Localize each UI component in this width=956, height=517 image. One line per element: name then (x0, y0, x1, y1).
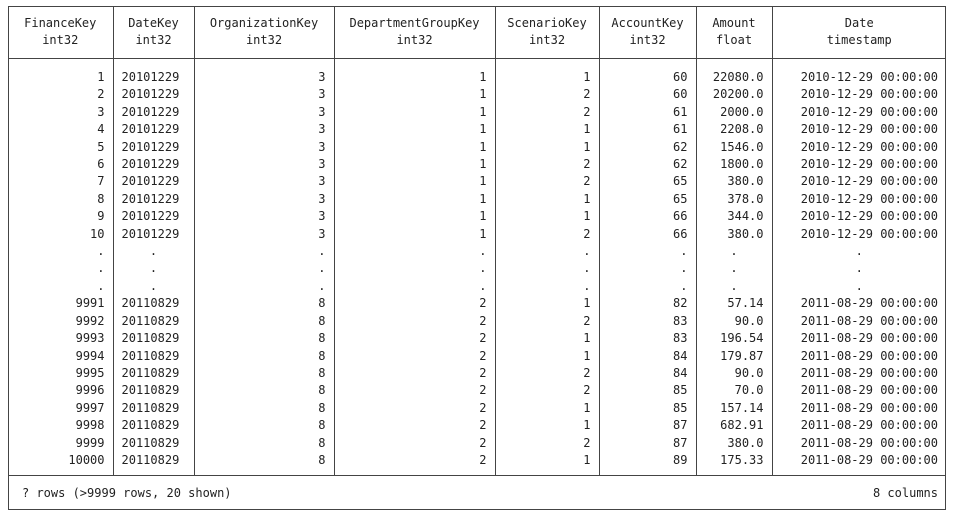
cell-departmentgroupkey: 1 (334, 208, 495, 225)
column-name: OrganizationKey (209, 16, 319, 30)
cell-accountkey: 85 (599, 400, 696, 417)
cell-datekey: 20101229 (113, 156, 194, 173)
cell-accountkey: 82 (599, 295, 696, 312)
column-type: int32 (629, 33, 666, 47)
cell-datekey: 20110829 (113, 452, 194, 476)
cell-financekey: 9997 (8, 400, 113, 417)
cell-scenariokey: 2 (495, 435, 599, 452)
cell-datekey: 20101229 (113, 226, 194, 243)
table-row (8, 435, 946, 452)
cell-financekey: 2 (8, 86, 113, 103)
table-row (8, 226, 946, 243)
cell-financekey: 9995 (8, 365, 113, 382)
cell-datekey: 20101229 (113, 59, 194, 87)
cell-financekey: 9994 (8, 348, 113, 365)
cell-departmentgroupkey: 2 (334, 365, 495, 382)
cell-scenariokey: 2 (495, 104, 599, 121)
table-row (8, 400, 946, 417)
cell-departmentgroupkey: 2 (334, 400, 495, 417)
column-type: int32 (42, 33, 79, 47)
cell-accountkey: 84 (599, 365, 696, 382)
header-row (8, 6, 946, 59)
ellipsis-cell: . (696, 278, 772, 295)
table-row (8, 365, 946, 382)
ellipsis-cell: . (696, 260, 772, 277)
cell-accountkey: 62 (599, 156, 696, 173)
table-body-bottom (8, 295, 946, 476)
cell-organizationkey: 8 (194, 365, 334, 382)
cell-accountkey: 89 (599, 452, 696, 476)
ellipsis-cell: . (599, 260, 696, 277)
table-row (8, 208, 946, 225)
ellipsis-cell: . (855, 278, 863, 293)
cell-scenariokey: 1 (495, 400, 599, 417)
table-row (8, 139, 946, 156)
cell-datekey: 20110829 (113, 417, 194, 434)
cell-financekey: 3 (8, 104, 113, 121)
column-name: Date (844, 16, 874, 30)
cell-departmentgroupkey: 2 (334, 295, 495, 312)
cell-financekey: 9996 (8, 382, 113, 399)
cell-amount: 196.54 (696, 330, 772, 347)
cell-accountkey: 66 (599, 208, 696, 225)
cell-scenariokey: 1 (495, 330, 599, 347)
cell-date: 2010-12-29 00:00:00 (800, 209, 938, 224)
cell-organizationkey: 8 (194, 435, 334, 452)
cell-scenariokey: 1 (495, 452, 599, 476)
cell-financekey: 10 (8, 226, 113, 243)
ellipsis-cell: . (113, 243, 194, 260)
column-name: FinanceKey (24, 16, 97, 30)
cell-amount: 70.0 (696, 382, 772, 399)
cell-datekey: 20110829 (113, 295, 194, 312)
cell-organizationkey: 8 (194, 348, 334, 365)
cell-scenariokey: 1 (495, 348, 599, 365)
cell-organizationkey: 8 (194, 452, 334, 476)
cell-datekey: 20101229 (113, 173, 194, 190)
ellipsis-cell: . (8, 260, 113, 277)
column-type: int32 (528, 33, 566, 47)
table-row (8, 330, 946, 347)
table-row (8, 313, 946, 330)
cell-date: 2011-08-29 00:00:00 (800, 435, 938, 450)
cell-organizationkey: 8 (194, 330, 334, 347)
cell-organizationkey: 3 (194, 226, 334, 243)
ellipsis-cell: . (194, 243, 334, 260)
cell-departmentgroupkey: 2 (334, 417, 495, 434)
cell-amount: 2000.0 (696, 104, 772, 121)
cell-datekey: 20101229 (113, 86, 194, 103)
ellipsis-cell: . (334, 260, 495, 277)
table-body-top (8, 59, 946, 244)
cell-amount: 1546.0 (696, 139, 772, 156)
cell-amount: 179.87 (696, 348, 772, 365)
cell-accountkey: 61 (599, 121, 696, 138)
cell-scenariokey: 2 (495, 313, 599, 330)
cell-departmentgroupkey: 2 (334, 313, 495, 330)
ellipsis-cell: . (599, 243, 696, 260)
cell-organizationkey: 3 (194, 59, 334, 87)
ellipsis-rows (8, 243, 946, 295)
cell-scenariokey: 1 (495, 191, 599, 208)
cell-organizationkey: 3 (194, 104, 334, 121)
ellipsis-cell: . (599, 278, 696, 295)
column-type: timestamp (826, 33, 892, 47)
cell-date: 2011-08-29 00:00:00 (800, 348, 938, 363)
table-row (8, 121, 946, 138)
cell-datekey: 20101229 (113, 139, 194, 156)
cell-date: 2011-08-29 00:00:00 (800, 331, 938, 346)
cell-datekey: 20101229 (113, 208, 194, 225)
column-name: ScenarioKey (507, 16, 587, 30)
column-name: DateKey (128, 16, 179, 30)
table-footer (8, 475, 946, 510)
cell-datekey: 20101229 (113, 191, 194, 208)
ellipsis-cell: . (8, 243, 113, 260)
cell-financekey: 6 (8, 156, 113, 173)
ellipsis-cell: . (194, 260, 334, 277)
cell-departmentgroupkey: 1 (334, 156, 495, 173)
cell-date: 2010-12-29 00:00:00 (800, 191, 938, 206)
ellipsis-cell: . (855, 244, 863, 259)
ellipsis-cell: . (194, 278, 334, 295)
ellipsis-row (8, 260, 946, 277)
table-row (8, 452, 946, 476)
cell-scenariokey: 2 (495, 173, 599, 190)
column-type: float (715, 33, 753, 47)
cell-accountkey: 84 (599, 348, 696, 365)
cell-scenariokey: 2 (495, 365, 599, 382)
table-row (8, 59, 946, 87)
cell-date: 2010-12-29 00:00:00 (800, 122, 938, 137)
cell-datekey: 20110829 (113, 400, 194, 417)
cell-accountkey: 85 (599, 382, 696, 399)
cell-organizationkey: 8 (194, 417, 334, 434)
ellipsis-cell: . (8, 278, 113, 295)
table-row (8, 86, 946, 103)
cell-amount: 175.33 (696, 452, 772, 476)
cell-organizationkey: 8 (194, 313, 334, 330)
cell-financekey: 9998 (8, 417, 113, 434)
cell-date: 2010-12-29 00:00:00 (800, 174, 938, 189)
cell-accountkey: 62 (599, 139, 696, 156)
ellipsis-cell: . (495, 278, 599, 295)
column-header-financekey (8, 6, 113, 59)
cell-organizationkey: 3 (194, 121, 334, 138)
ellipsis-cell: . (334, 243, 495, 260)
cell-date: 2011-08-29 00:00:00 (800, 365, 938, 380)
cell-organizationkey: 3 (194, 86, 334, 103)
row-summary: ? rows (>9999 rows, 20 shown) (22, 486, 232, 500)
cell-financekey: 4 (8, 121, 113, 138)
cell-accountkey: 65 (599, 191, 696, 208)
cell-amount: 682.91 (696, 417, 772, 434)
cell-departmentgroupkey: 2 (334, 348, 495, 365)
table-row (8, 104, 946, 121)
cell-departmentgroupkey: 2 (334, 330, 495, 347)
cell-accountkey: 66 (599, 226, 696, 243)
column-type: int32 (245, 33, 283, 47)
cell-amount: 344.0 (696, 208, 772, 225)
cell-accountkey: 87 (599, 417, 696, 434)
cell-scenariokey: 1 (495, 295, 599, 312)
cell-date: 2011-08-29 00:00:00 (800, 296, 938, 311)
cell-amount: 157.14 (696, 400, 772, 417)
column-name: DepartmentGroupKey (349, 16, 480, 30)
cell-financekey: 5 (8, 139, 113, 156)
cell-accountkey: 65 (599, 173, 696, 190)
column-header-scenariokey (495, 6, 599, 59)
cell-datekey: 20110829 (113, 365, 194, 382)
cell-organizationkey: 8 (194, 400, 334, 417)
cell-scenariokey: 1 (495, 59, 599, 87)
cell-financekey: 9 (8, 208, 113, 225)
ellipsis-cell: . (855, 261, 863, 276)
cell-scenariokey: 1 (495, 121, 599, 138)
column-header-departmentgroupkey (334, 6, 495, 59)
cell-financekey: 7 (8, 173, 113, 190)
cell-amount: 20200.0 (696, 86, 772, 103)
cell-departmentgroupkey: 1 (334, 121, 495, 138)
column-count: 8 columns (872, 486, 938, 500)
cell-scenariokey: 2 (495, 226, 599, 243)
cell-scenariokey: 1 (495, 139, 599, 156)
cell-amount: 57.14 (696, 295, 772, 312)
cell-accountkey: 83 (599, 330, 696, 347)
cell-amount: 380.0 (696, 435, 772, 452)
cell-datekey: 20110829 (113, 435, 194, 452)
column-type: int32 (135, 33, 172, 47)
result-table (8, 6, 946, 476)
table-row (8, 382, 946, 399)
ellipsis-row (8, 243, 946, 260)
cell-accountkey: 60 (599, 86, 696, 103)
cell-date: 2011-08-29 00:00:00 (800, 313, 938, 328)
ellipsis-cell: . (495, 260, 599, 277)
cell-departmentgroupkey: 2 (334, 382, 495, 399)
cell-amount: 90.0 (696, 365, 772, 382)
cell-accountkey: 60 (599, 59, 696, 87)
cell-amount: 378.0 (696, 191, 772, 208)
column-header-datekey (113, 6, 194, 59)
table-row (8, 173, 946, 190)
ellipsis-cell: . (334, 278, 495, 295)
table-row (8, 191, 946, 208)
cell-organizationkey: 3 (194, 191, 334, 208)
ellipsis-cell: . (495, 243, 599, 260)
cell-accountkey: 83 (599, 313, 696, 330)
cell-departmentgroupkey: 1 (334, 86, 495, 103)
cell-datekey: 20110829 (113, 382, 194, 399)
column-type: int32 (396, 33, 433, 47)
cell-organizationkey: 3 (194, 208, 334, 225)
cell-datekey: 20101229 (113, 104, 194, 121)
cell-organizationkey: 3 (194, 173, 334, 190)
ellipsis-cell: . (696, 243, 772, 260)
cell-amount: 380.0 (696, 226, 772, 243)
cell-date: 2010-12-29 00:00:00 (800, 104, 938, 119)
column-name: Amount (712, 16, 756, 30)
table-row (8, 417, 946, 434)
cell-departmentgroupkey: 1 (334, 139, 495, 156)
cell-amount: 22080.0 (696, 59, 772, 87)
cell-financekey: 1 (8, 59, 113, 87)
cell-scenariokey: 1 (495, 417, 599, 434)
cell-date: 2010-12-29 00:00:00 (800, 226, 938, 241)
cell-organizationkey: 3 (194, 156, 334, 173)
cell-departmentgroupkey: 1 (334, 104, 495, 121)
cell-organizationkey: 8 (194, 295, 334, 312)
cell-departmentgroupkey: 1 (334, 59, 495, 87)
cell-financekey: 8 (8, 191, 113, 208)
ellipsis-cell: . (113, 278, 194, 295)
cell-date: 2010-12-29 00:00:00 (800, 157, 938, 172)
cell-organizationkey: 3 (194, 139, 334, 156)
cell-financekey: 9993 (8, 330, 113, 347)
column-name: AccountKey (611, 16, 684, 30)
ellipsis-row (8, 278, 946, 295)
cell-organizationkey: 8 (194, 382, 334, 399)
table-row (8, 295, 946, 312)
cell-financekey: 10000 (8, 452, 113, 476)
cell-date: 2011-08-29 00:00:00 (800, 383, 938, 398)
cell-amount: 90.0 (696, 313, 772, 330)
cell-accountkey: 61 (599, 104, 696, 121)
table-row (8, 156, 946, 173)
cell-datekey: 20110829 (113, 313, 194, 330)
cell-amount: 2208.0 (696, 121, 772, 138)
cell-amount: 1800.0 (696, 156, 772, 173)
cell-datekey: 20101229 (113, 121, 194, 138)
cell-financekey: 9992 (8, 313, 113, 330)
cell-financekey: 9999 (8, 435, 113, 452)
cell-financekey: 9991 (8, 295, 113, 312)
column-header-organizationkey (194, 6, 334, 59)
cell-datekey: 20110829 (113, 330, 194, 347)
cell-scenariokey: 1 (495, 208, 599, 225)
column-header-date (772, 6, 946, 59)
cell-departmentgroupkey: 2 (334, 452, 495, 476)
cell-datekey: 20110829 (113, 348, 194, 365)
cell-date: 2011-08-29 00:00:00 (800, 400, 938, 415)
cell-departmentgroupkey: 1 (334, 191, 495, 208)
ellipsis-cell: . (113, 260, 194, 277)
cell-date: 2010-12-29 00:00:00 (800, 70, 938, 84)
column-header-amount (696, 6, 772, 59)
cell-departmentgroupkey: 1 (334, 226, 495, 243)
cell-date: 2010-12-29 00:00:00 (800, 87, 938, 102)
cell-amount: 380.0 (696, 173, 772, 190)
table-row (8, 348, 946, 365)
cell-date: 2010-12-29 00:00:00 (800, 139, 938, 154)
cell-scenariokey: 2 (495, 156, 599, 173)
cell-scenariokey: 2 (495, 86, 599, 103)
cell-departmentgroupkey: 1 (334, 173, 495, 190)
cell-departmentgroupkey: 2 (334, 435, 495, 452)
cell-date: 2011-08-29 00:00:00 (772, 452, 946, 476)
cell-scenariokey: 2 (495, 382, 599, 399)
cell-accountkey: 87 (599, 435, 696, 452)
cell-date: 2011-08-29 00:00:00 (800, 418, 938, 433)
column-header-accountkey (599, 6, 696, 59)
